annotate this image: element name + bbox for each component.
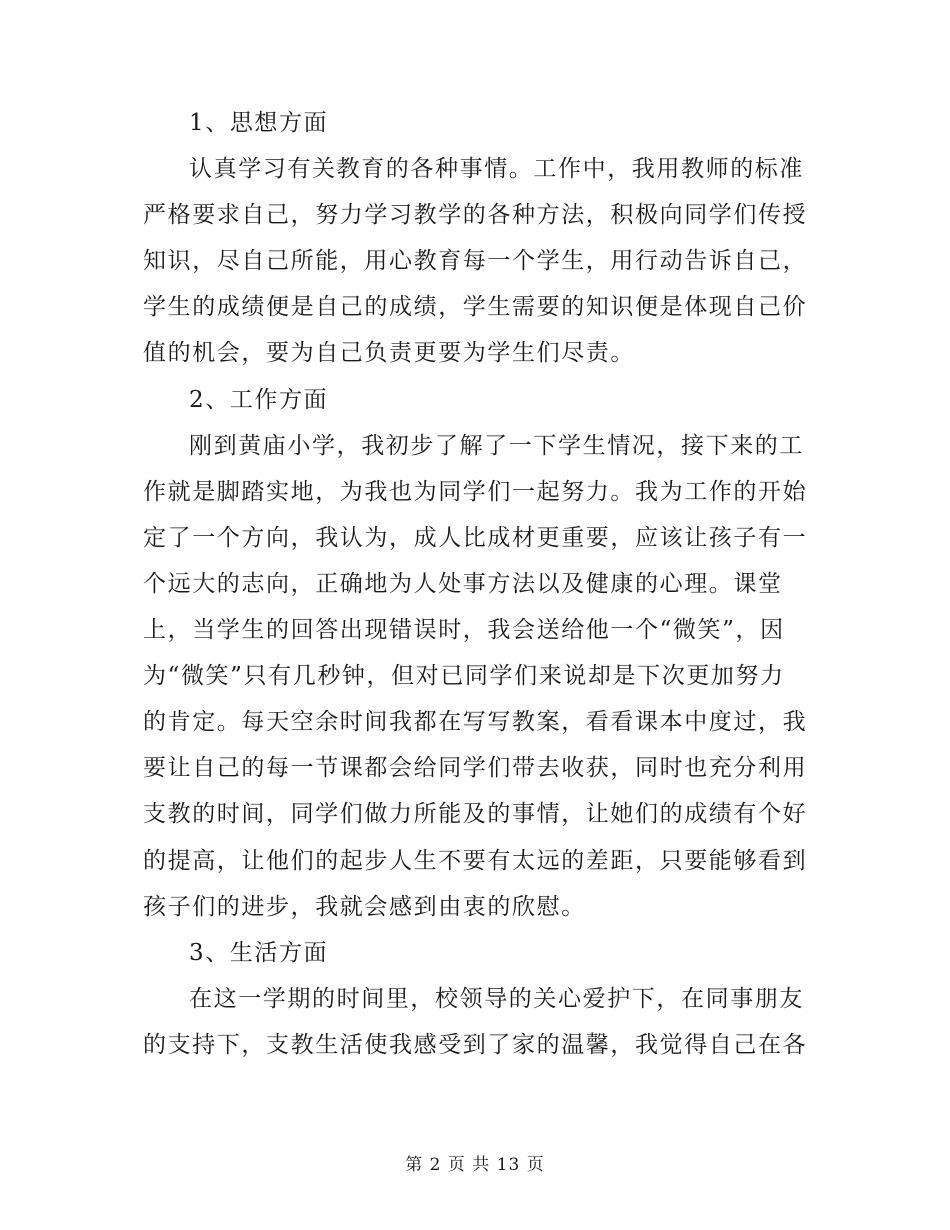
paragraph-line: 严格要求自己，努力学习教学的各种方法，积极向同学们传授: [143, 202, 808, 229]
paragraph-line: 为“微笑”只有几秒钟，但对已同学们来说却是下次更加努力: [143, 663, 785, 690]
paragraph-line: 刚到黄庙小学，我初步了解了一下学生情况，接下来的工: [189, 432, 804, 459]
paragraph-line: 的提高，让他们的起步人生不要有太远的差距，只要能够看到: [143, 847, 808, 874]
paragraph-line: 孩子们的进步，我就会感到由衷的欣慰。: [143, 893, 586, 920]
paragraph-line: 在这一学期的时间里，校领导的关心爱护下，在同事朋友: [189, 985, 804, 1012]
paragraph-line: 值的机会，要为自己负责更要为学生们尽责。: [143, 340, 635, 367]
paragraph-line: 知识，尽自己所能，用心教育每一个学生，用行动告诉自己，: [143, 248, 808, 275]
paragraph-line: 学生的成绩便是自己的成绩，学生需要的知识便是体现自己价: [143, 294, 808, 321]
paragraph-line: 支教的时间，同学们做力所能及的事情，让她们的成绩有个好: [143, 801, 808, 828]
page-number-footer: 第 2 页 共 13 页: [405, 1155, 545, 1175]
paragraph-line: 要让自己的每一节课都会给同学们带去收获，同时也充分利用: [143, 755, 808, 782]
paragraph-line: 定了一个方向，我认为，成人比成材更重要，应该让孩子有一: [143, 524, 808, 551]
paragraph-line: 上，当学生的回答出现错误时，我会送给他一个“微笑”，因: [143, 617, 785, 644]
paragraph-line: 作就是脚踏实地，为我也为同学们一起努力。我为工作的开始: [143, 478, 808, 505]
document-body: [143, 100, 813, 1068]
paragraph-line: 的肯定。每天空余时间我都在写写教案，看看课本中度过，我: [143, 709, 808, 736]
paragraph-line: 的支持下，支教生活使我感受到了家的温馨，我觉得自己在各: [143, 1031, 808, 1058]
heading-thought: 1、思想方面: [189, 110, 329, 136]
paragraph-line: 认真学习有关教育的各种事情。工作中，我用教师的标准: [189, 156, 804, 183]
heading-life: 3、生活方面: [189, 939, 329, 966]
paragraph-line: 个远大的志向，正确地为人处事方法以及健康的心理。课堂: [143, 570, 783, 597]
heading-work: 2、工作方面: [189, 386, 329, 413]
